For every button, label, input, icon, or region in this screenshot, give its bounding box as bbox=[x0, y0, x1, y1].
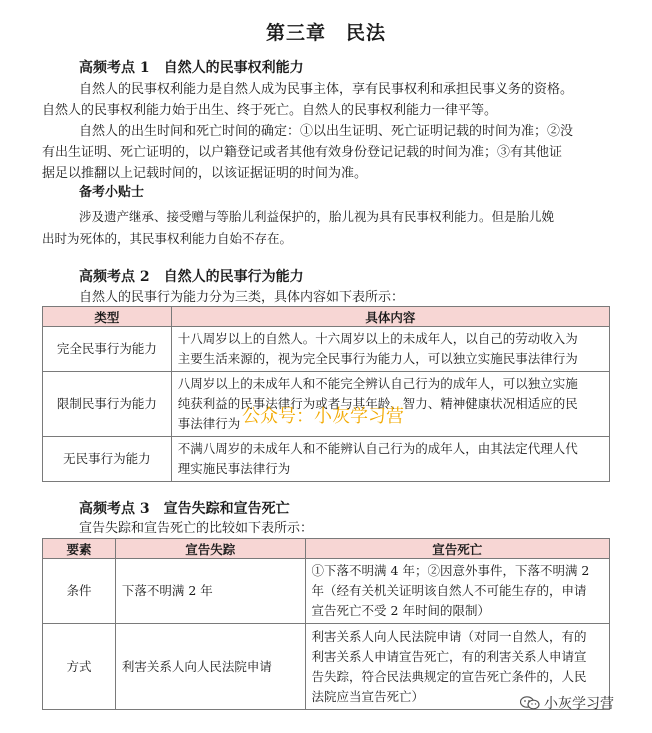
section1-para2-line3: 据足以推翻以上记载时间的，以该证据证明的时间为准。 bbox=[42, 166, 368, 181]
table-header-row bbox=[43, 539, 610, 559]
section1-para2-line1: 自然人的出生时间和死亡时间的确定：①以出生证明、死亡证明记载的时间为准；②没 bbox=[79, 124, 574, 139]
row-factor: 方式 bbox=[43, 624, 116, 710]
watermark-corner bbox=[520, 693, 614, 713]
tip-line1: 涉及遗产继承、接受赠与等胎儿利益保护的，胎儿视为具有民事权利能力。但是胎儿娩 bbox=[79, 209, 555, 224]
table-row bbox=[43, 437, 610, 482]
row-content bbox=[171, 327, 609, 372]
capacity-table bbox=[42, 306, 610, 482]
wechat-icon bbox=[520, 696, 540, 710]
row-content-line: 纯获利益的民事法律行为或者与其年龄、智力、精神健康状况相适应的民 bbox=[177, 396, 578, 411]
section2-intro: 自然人的民事行为能力分为三类，具体内容如下表所示： bbox=[79, 290, 405, 305]
header-content: 具体内容 bbox=[171, 307, 609, 327]
header-type: 类型 bbox=[43, 307, 172, 327]
row-death-line: 年（经有关机关证明该自然人不可能生存的，申请 bbox=[311, 583, 587, 598]
header-death: 宣告死亡 bbox=[305, 539, 609, 559]
row-death-line: 利害关系人向人民法院申请（对同一自然人，有的 bbox=[311, 628, 587, 644]
row-missing: 利害关系人向人民法院申请 bbox=[115, 624, 305, 710]
row-death bbox=[305, 559, 609, 624]
section1-para1-line2: 自然人的民事权利能力始于出生、终于死亡。自然人的民事权利能力一律平等。 bbox=[42, 103, 498, 118]
row-content-line: 十八周岁以上的自然人。十六周岁以上的未成年人，以自己的劳动收入为 bbox=[177, 331, 578, 346]
row-missing: 下落不明满 2 年 bbox=[115, 559, 305, 624]
row-content-line: 八周岁以上的未成年人和不能完全辨认自己行为的成年人，可以独立实施 bbox=[177, 376, 578, 391]
section3-intro: 宣告失踪和宣告死亡的比较如下表所示： bbox=[79, 521, 314, 536]
row-content-line: 主要生活来源的，视为完全民事行为能力人，可以独立实施民事法律行为 bbox=[177, 351, 578, 366]
row-factor: 条件 bbox=[43, 559, 116, 624]
table-header-row bbox=[43, 307, 610, 327]
row-content-line: 事法律行为 bbox=[177, 416, 241, 431]
row-death-line: 宣告死亡不受 2 年时间的限制） bbox=[311, 603, 490, 618]
declaration-table bbox=[42, 538, 610, 710]
row-type: 完全民事行为能力 bbox=[43, 327, 172, 372]
watermark-center: 公众号：小灰学习营 bbox=[242, 406, 404, 427]
row-death-line: 利害关系人申请宣告死亡，有的利害关系人申请宣 bbox=[311, 648, 587, 664]
header-missing: 宣告失踪 bbox=[115, 539, 305, 559]
row-type: 限制民事行为能力 bbox=[43, 372, 172, 437]
table-row bbox=[43, 559, 610, 624]
section1-heading: 高频考点 1 自然人的民事权利能力 bbox=[79, 60, 304, 76]
row-content-line: 不满八周岁的未成年人和不能辨认自己行为的成年人，由其法定代理人代 bbox=[177, 441, 578, 456]
row-type: 无民事行为能力 bbox=[43, 437, 172, 482]
section3-heading: 高频考点 3 宣告失踪和宣告死亡 bbox=[79, 501, 290, 517]
chapter-title: 第三章 民法 bbox=[265, 22, 386, 44]
header-factor: 要素 bbox=[43, 539, 116, 559]
section1-para2-line2: 有出生证明、死亡证明的，以户籍登记或者其他有效身份登记记载的时间为准；③有其他证 bbox=[42, 145, 563, 160]
tip-title: 备考小贴士 bbox=[79, 185, 145, 200]
watermark-corner-text: 小灰学习营 bbox=[544, 696, 614, 712]
section1-para1-line1: 自然人的民事权利能力是自然人成为民事主体，享有民事权利和承担民事义务的资格。 bbox=[79, 82, 574, 97]
row-content-line: 理实施民事法律行为 bbox=[177, 461, 291, 476]
row-content bbox=[171, 437, 609, 482]
section2-heading: 高频考点 2 自然人的民事行为能力 bbox=[79, 269, 304, 285]
row-death-line: 告失踪，符合民法典规定的宣告死亡条件的，人民 bbox=[311, 668, 587, 684]
row-death-line: ①下落不明满 4 年；②因意外事件，下落不明满 2 bbox=[311, 563, 590, 578]
table-row bbox=[43, 327, 610, 372]
row-death-line: 法院应当宣告死亡） bbox=[311, 688, 425, 704]
tip-line2: 出时为死体的，其民事权利能力自始不存在。 bbox=[42, 231, 293, 246]
